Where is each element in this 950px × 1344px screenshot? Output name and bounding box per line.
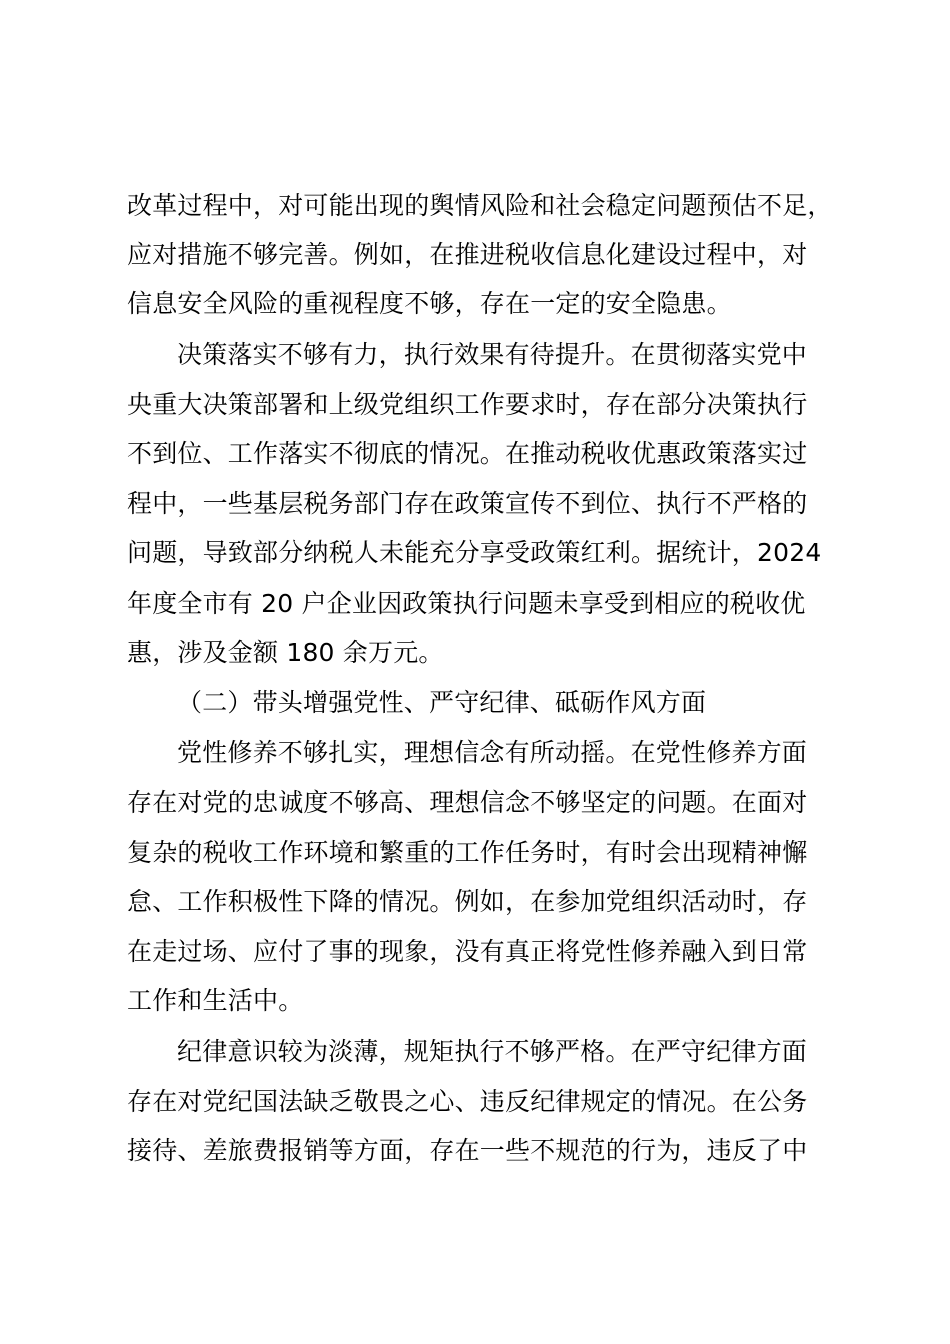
text-line: 接待、差旅费报销等方面，存在一些不规范的行为，违反了中 bbox=[127, 1136, 808, 1165]
text-line: 复杂的税收工作环境和繁重的工作任务时，有时会出现精神懈 bbox=[127, 838, 808, 867]
paragraph-start-line: 决策落实不够有力，执行效果有待提升。在贯彻落实党中 bbox=[177, 340, 808, 369]
paragraph-start-line: 纪律意识较为淡薄，规矩执行不够严格。在严守纪律方面 bbox=[177, 1037, 808, 1066]
text-line: 不到位、工作落实不彻底的情况。在推动税收优惠政策落实过 bbox=[127, 439, 808, 468]
text-line: 年度全市有 20 户企业因政策执行问题未享受到相应的税收优 bbox=[127, 589, 806, 618]
text-line: 在走过场、应付了事的现象，没有真正将党性修养融入到日常 bbox=[127, 937, 808, 966]
text-line: 工作和生活中。 bbox=[127, 986, 304, 1015]
text-line: 央重大决策部署和上级党组织工作要求时，存在部分决策执行 bbox=[127, 390, 808, 419]
text-line: 存在对党纪国法缺乏敬畏之心、违反纪律规定的情况。在公务 bbox=[127, 1087, 808, 1116]
text-line: 改革过程中，对可能出现的舆情风险和社会稳定问题预估不足， bbox=[127, 191, 833, 220]
text-line: 应对措施不够完善。例如，在推进税收信息化建设过程中，对 bbox=[127, 240, 808, 269]
text-line: 问题，导致部分纳税人未能充分享受政策红利。据统计，2024 bbox=[127, 538, 822, 567]
text-line: 信息安全风险的重视程度不够，存在一定的安全隐患。 bbox=[127, 289, 732, 318]
paragraph-start-line: 党性修养不够扎实，理想信念有所动摇。在党性修养方面 bbox=[177, 738, 808, 767]
text-line: 惠，涉及金额 180 余万元。 bbox=[127, 638, 444, 667]
text-line: 存在对党的忠诚度不够高、理想信念不够坚定的问题。在面对 bbox=[127, 788, 808, 817]
text-line: 程中，一些基层税务部门存在政策宣传不到位、执行不严格的 bbox=[127, 489, 808, 518]
text-line: 怠、工作积极性下降的情况。例如，在参加党组织活动时，存 bbox=[127, 887, 808, 916]
section-heading: （二）带头增强党性、严守纪律、砥砺作风方面 bbox=[177, 688, 707, 717]
